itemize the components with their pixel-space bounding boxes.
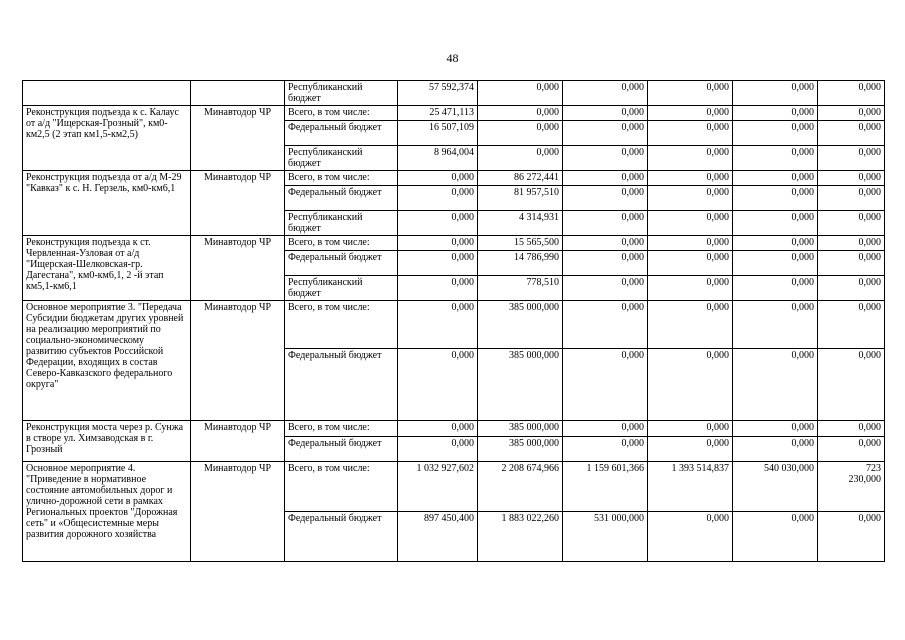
funding-source: Федеральный бюджет [285,437,398,462]
value-cell: 0,000 [563,251,648,276]
value-cell: 4 314,931 [478,211,563,236]
project-name: Реконструкция подъезда к ст. Червленная-Узловая от а/д "Ищерская-Шелковская-гр. Дагестана", км0-км6,1, 2 -й этап км5,1-км6,1 [23,236,191,301]
value-cell: 1 883 022,260 [478,512,563,562]
value-cell: 0,000 [733,437,818,462]
value-cell: 0,000 [648,437,733,462]
value-cell: 0,000 [733,121,818,146]
value-cell: 0,000 [733,81,818,106]
funding-source: Всего, в том числе: [285,106,398,121]
value-cell: 0,000 [648,171,733,186]
page-number: 48 [446,51,459,65]
value-cell: 0,000 [398,251,478,276]
funding-source: Федеральный бюджет [285,512,398,562]
value-cell: 0,000 [733,349,818,421]
value-cell: 0,000 [478,146,563,171]
value-cell: 385 000,000 [478,301,563,349]
value-cell: 0,000 [563,236,648,251]
value-cell: 0,000 [398,349,478,421]
value-cell: 0,000 [648,146,733,171]
value-cell: 0,000 [733,186,818,211]
value-cell: 8 964,004 [398,146,478,171]
value-cell: 0,000 [563,146,648,171]
executor: Минавтодор ЧР [191,106,285,171]
value-cell: 0,000 [733,146,818,171]
value-cell: 0,000 [398,211,478,236]
value-cell: 0,000 [733,236,818,251]
value-cell: 0,000 [818,146,885,171]
value-cell: 0,000 [398,437,478,462]
value-cell: 0,000 [563,421,648,437]
value-cell: 0,000 [648,106,733,121]
value-cell: 0,000 [478,81,563,106]
value-cell: 0,000 [818,301,885,349]
value-cell: 0,000 [563,301,648,349]
table-row [23,81,885,106]
value-cell: 0,000 [733,171,818,186]
value-cell: 385 000,000 [478,437,563,462]
executor: Минавтодор ЧР [191,171,285,236]
value-cell: 0,000 [563,171,648,186]
funding-source: Республиканский бюджет [285,276,398,301]
value-cell: 0,000 [733,512,818,562]
value-cell: 0,000 [398,301,478,349]
value-cell: 0,000 [563,276,648,301]
value-cell: 0,000 [733,106,818,121]
value-cell: 531 000,000 [563,512,648,562]
executor: Минавтодор ЧР [191,421,285,462]
executor: Минавтодор ЧР [191,462,285,562]
value-cell: 0,000 [563,211,648,236]
value-cell: 0,000 [648,121,733,146]
value-cell: 14 786,990 [478,251,563,276]
value-cell: 15 565,500 [478,236,563,251]
value-cell: 0,000 [398,236,478,251]
value-cell: 0,000 [818,251,885,276]
value-cell: 0,000 [398,421,478,437]
value-cell: 0,000 [818,81,885,106]
table-row [23,301,885,349]
value-cell: 0,000 [733,251,818,276]
project-name: Основное мероприятие 3. "Передача Субсидии бюджетам других уровней на реализацию мероприятий по социально-экономическому развитию субъектов Российской Федерации, входящих в состав Северо-Кавказского федерального округа" [23,301,191,421]
value-cell: 81 957,510 [478,186,563,211]
funding-source: Федеральный бюджет [285,186,398,211]
value-cell: 0,000 [733,211,818,236]
value-cell: 0,000 [563,106,648,121]
value-cell: 0,000 [648,251,733,276]
value-cell: 86 272,441 [478,171,563,186]
value-cell: 0,000 [818,186,885,211]
funding-source: Всего, в том числе: [285,171,398,186]
value-cell: 0,000 [733,421,818,437]
value-cell: 0,000 [648,512,733,562]
project-name: Реконструкция моста через р. Сунжа в створе ул. Химзаводская в г. Грозный [23,421,191,462]
value-cell: 0,000 [648,211,733,236]
value-cell: 0,000 [398,276,478,301]
value-cell: 0,000 [563,437,648,462]
value-cell: 0,000 [563,81,648,106]
table-row [23,462,885,512]
value-cell: 0,000 [818,236,885,251]
value-cell: 0,000 [818,421,885,437]
value-cell: 0,000 [563,121,648,146]
value-cell: 16 507,109 [398,121,478,146]
table-row [23,106,885,121]
project-name: Реконструкция подъезда к с. Калаус от а/д "Ищерская-Грозный", км0-км2,5 (2 этап км1,5-км2,5) [23,106,191,171]
project-name: Основное мероприятие 4. "Приведение в нормативное состояние автомобильных дорог и улично-дорожной сети в рамках Региональных проектов "Дорожная сеть" и «Общесистемные меры развития дорожного хозяйства [23,462,191,562]
value-cell: 0,000 [398,186,478,211]
funding-source: Всего, в том числе: [285,462,398,512]
budget-table [22,80,885,562]
value-cell: 0,000 [563,186,648,211]
value-cell: 1 032 927,602 [398,462,478,512]
value-cell: 0,000 [818,349,885,421]
value-cell: 0,000 [648,81,733,106]
funding-source: Республиканский бюджет [285,81,398,106]
value-cell: 897 450,400 [398,512,478,562]
value-cell: 0,000 [478,121,563,146]
funding-source: Всего, в том числе: [285,236,398,251]
value-cell: 778,510 [478,276,563,301]
funding-source: Федеральный бюджет [285,121,398,146]
value-cell: 0,000 [648,349,733,421]
table-row [23,236,885,251]
value-cell: 0,000 [818,171,885,186]
executor: Минавтодор ЧР [191,301,285,421]
value-cell: 0,000 [563,349,648,421]
value-cell: 0,000 [818,211,885,236]
value-cell: 0,000 [648,421,733,437]
table-row [23,421,885,437]
project-name: Реконструкция подъезда от а/д М-29 "Кавказ" к с. Н. Герзель, км0-км6,1 [23,171,191,236]
funding-source: Всего, в том числе: [285,421,398,437]
value-cell: 0,000 [818,106,885,121]
funding-source: Республиканский бюджет [285,146,398,171]
value-cell: 0,000 [648,301,733,349]
funding-source: Всего, в том числе: [285,301,398,349]
value-cell: 0,000 [733,276,818,301]
value-cell: 57 592,374 [398,81,478,106]
value-cell: 0,000 [648,236,733,251]
value-cell: 1 393 514,837 [648,462,733,512]
funding-source: Федеральный бюджет [285,349,398,421]
table-cell [191,81,285,106]
value-cell: 540 030,000 [733,462,818,512]
executor: Минавтодор ЧР [191,236,285,301]
value-cell: 0,000 [648,186,733,211]
value-cell: 0,000 [818,121,885,146]
value-cell: 0,000 [648,276,733,301]
value-cell: 0,000 [398,171,478,186]
funding-source: Республиканский бюджет [285,211,398,236]
value-cell: 0,000 [818,512,885,562]
value-cell: 0,000 [733,301,818,349]
table-cell [23,81,191,106]
value-cell: 0,000 [818,437,885,462]
value-cell: 385 000,000 [478,421,563,437]
value-cell: 0,000 [818,276,885,301]
value-cell: 723 230,000 [818,462,885,512]
value-cell: 0,000 [478,106,563,121]
value-cell: 385 000,000 [478,349,563,421]
funding-source: Федеральный бюджет [285,251,398,276]
value-cell: 1 159 601,366 [563,462,648,512]
table-row [23,171,885,186]
value-cell: 25 471,113 [398,106,478,121]
value-cell: 2 208 674,966 [478,462,563,512]
